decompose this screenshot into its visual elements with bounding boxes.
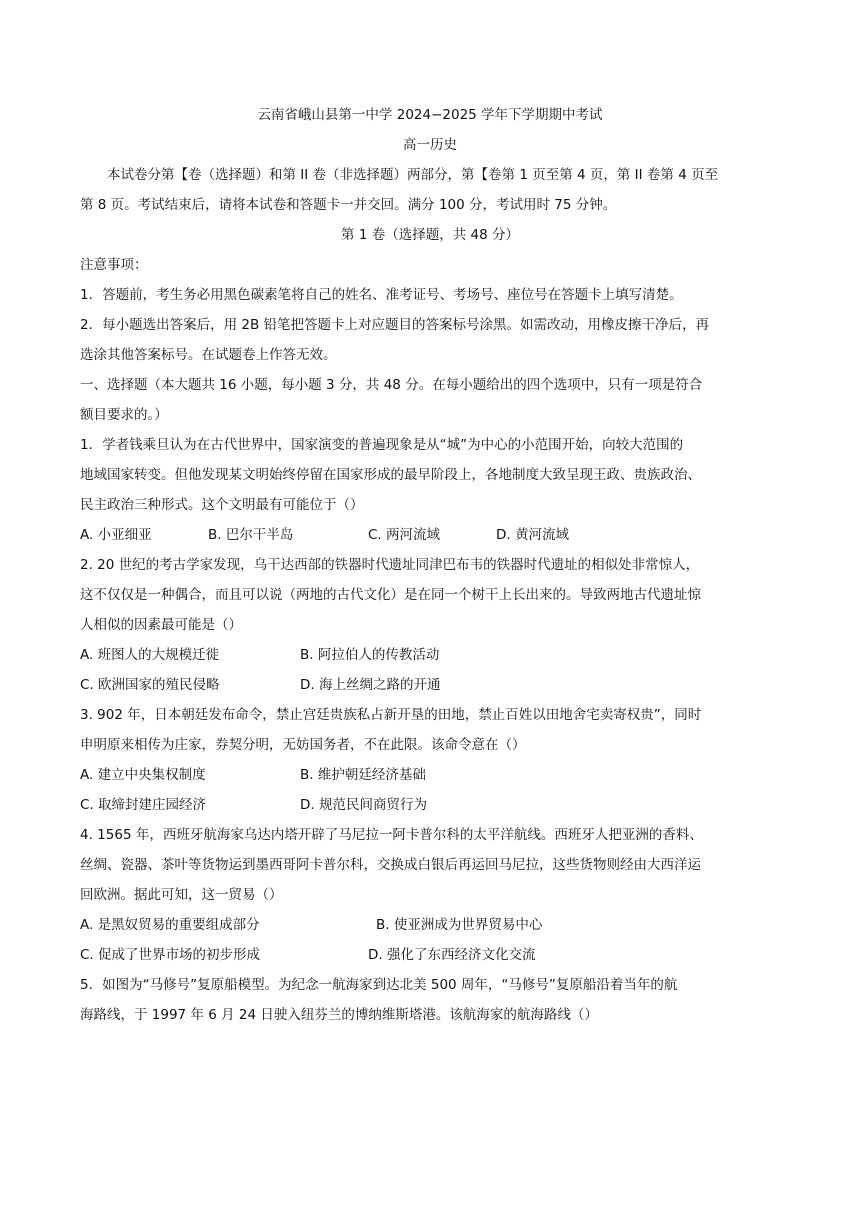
part1-heading-line-2: 额目要求的。） xyxy=(80,407,168,423)
q3-stem-line-1: 3. 902 年，日本朝廷发布命令，禁止宫廷贵族私占新开垦的田地，禁止百姓以田地舍宅卖寄权贵”，同时 xyxy=(80,707,702,723)
q1-stem-line-2: 地域国家转变。但他发现某文明始终停留在国家形成的最早阶段上，各地制度大致呈现王政、贵族政治、 xyxy=(80,467,701,483)
q4-option-a: A. 是黑奴贸易的重要组成部分 xyxy=(80,917,260,933)
q3-option-a: A. 建立中央集权制度 xyxy=(80,767,206,783)
q2-option-b: B. 阿拉伯人的传教活动 xyxy=(300,647,440,663)
part1-heading-line-1: 一、选择题（本大题共 16 小题，每小题 3 分，共 48 分。在每小题给出的四个选项中，只有一项是符合 xyxy=(80,377,703,393)
q1-options xyxy=(80,520,780,550)
exam-page xyxy=(80,100,780,1030)
q4-options-row-1 xyxy=(80,910,780,940)
q4-option-d: D. 强化了东西经济文化交流 xyxy=(368,947,536,963)
q4-option-c: C. 促成了世界市场的初步形成 xyxy=(80,947,261,963)
exam-subject: 高一历史 xyxy=(403,137,457,153)
q4-stem-line-3: 回欧洲。据此可知，这一贸易（） xyxy=(80,887,283,903)
q2-options-row-1 xyxy=(80,640,780,670)
q3-stem-line-2: 申明原来相传为庄家，券契分明，无妨国务者，不在此限。该命令意在（） xyxy=(80,737,526,753)
q1-option-b: B. 巴尔干半岛 xyxy=(208,527,294,543)
note-item-1: 1．答题前，考生务必用黑色碳素笔将自己的姓名、准考证号、考场号、座位号在答题卡上填写清楚。 xyxy=(80,287,683,303)
q2-option-c: C. 欧洲国家的殖民侵略 xyxy=(80,677,220,693)
q5-stem-line-1: 5．如图为“马修号”复原船模型。为纪念一航海家到达北美 500 周年，“马修号”复原船沿着当年的航 xyxy=(80,977,678,993)
q2-option-d: D. 海上丝绸之路的开通 xyxy=(300,677,441,693)
intro-line-2: 第 8 页。考试结束后，请将本试卷和答题卡一并交回。满分 100 分，考试用时 75 分钟。 xyxy=(80,197,617,213)
q4-option-b: B. 使亚洲成为世界贸易中心 xyxy=(376,917,543,933)
notes-heading: 注意事项： xyxy=(80,257,148,273)
q2-options-row-2 xyxy=(80,670,780,700)
q2-stem-line-2: 这不仅仅是一种偶合，而且可以说（两地的古代文化）是在同一个树干上长出来的。导致两地古代遗址惊 xyxy=(80,587,701,603)
q3-option-b: B. 维护朝廷经济基础 xyxy=(300,767,426,783)
q4-options-row-2 xyxy=(80,940,780,970)
q5-stem-line-2: 海路线，于 1997 年 6 月 24 日驶入纽芬兰的博纳维斯塔港。该航海家的航海路线（） xyxy=(80,1007,598,1023)
q2-stem-line-1: 2. 20 世纪的考古学家发现，乌干达西部的铁器时代遗址同津巴布韦的铁器时代遗址的相似处非常惊人， xyxy=(80,557,700,573)
exam-title: 云南省峨山县第一中学 2024−2025 学年下学期期中考试 xyxy=(257,107,603,123)
note-item-2-line-1: 2．每小题选出答案后，用 2B 铅笔把答题卡上对应题目的答案标号涂黑。如需改动，用橡皮擦干净后，再 xyxy=(80,317,710,333)
intro-line-1: 本试卷分第【卷（选择题）和第 II 卷（非选择题）两部分，第【卷第 1 页至第 4 页，第 II 卷第 4 页至 xyxy=(107,167,719,183)
section-title: 第 1 卷（选择题，共 48 分） xyxy=(341,227,519,243)
q4-stem-line-1: 4. 1565 年，西班牙航海家乌达内塔开辟了马尼拉一阿卡普尔科的太平洋航线。西班牙人把亚洲的香料、 xyxy=(80,827,703,843)
q2-option-a: A. 班图人的大规模迁徙 xyxy=(80,647,220,663)
q1-option-c: C. 两河流域 xyxy=(368,527,441,543)
q2-stem-line-3: 人相似的因素最可能是（） xyxy=(80,617,242,633)
q4-stem-line-2: 丝绸、瓷器、茶叶等货物运到墨西哥阿卡普尔科，交换成白银后再运回马尼拉，这些货物则经由大西洋运 xyxy=(80,857,701,873)
q3-options-row-2 xyxy=(80,790,780,820)
q3-options-row-1 xyxy=(80,760,780,790)
q1-stem-line-3: 民主政治三种形式。这个文明最有可能位于（） xyxy=(80,497,364,513)
q3-option-d: D. 规范民间商贸行为 xyxy=(300,797,427,813)
q1-option-a: A. 小亚细亚 xyxy=(80,527,152,543)
note-item-2-line-2: 选涂其他答案标号。在试题卷上作答无效。 xyxy=(80,347,337,363)
q1-option-d: D. 黄河流域 xyxy=(496,527,569,543)
q1-stem-line-1: 1．学者钱乘旦认为在古代世界中，国家演变的普遍现象是从“城”为中心的小范围开始，向较大范围的 xyxy=(80,437,684,453)
q3-option-c: C. 取缔封建庄园经济 xyxy=(80,797,207,813)
